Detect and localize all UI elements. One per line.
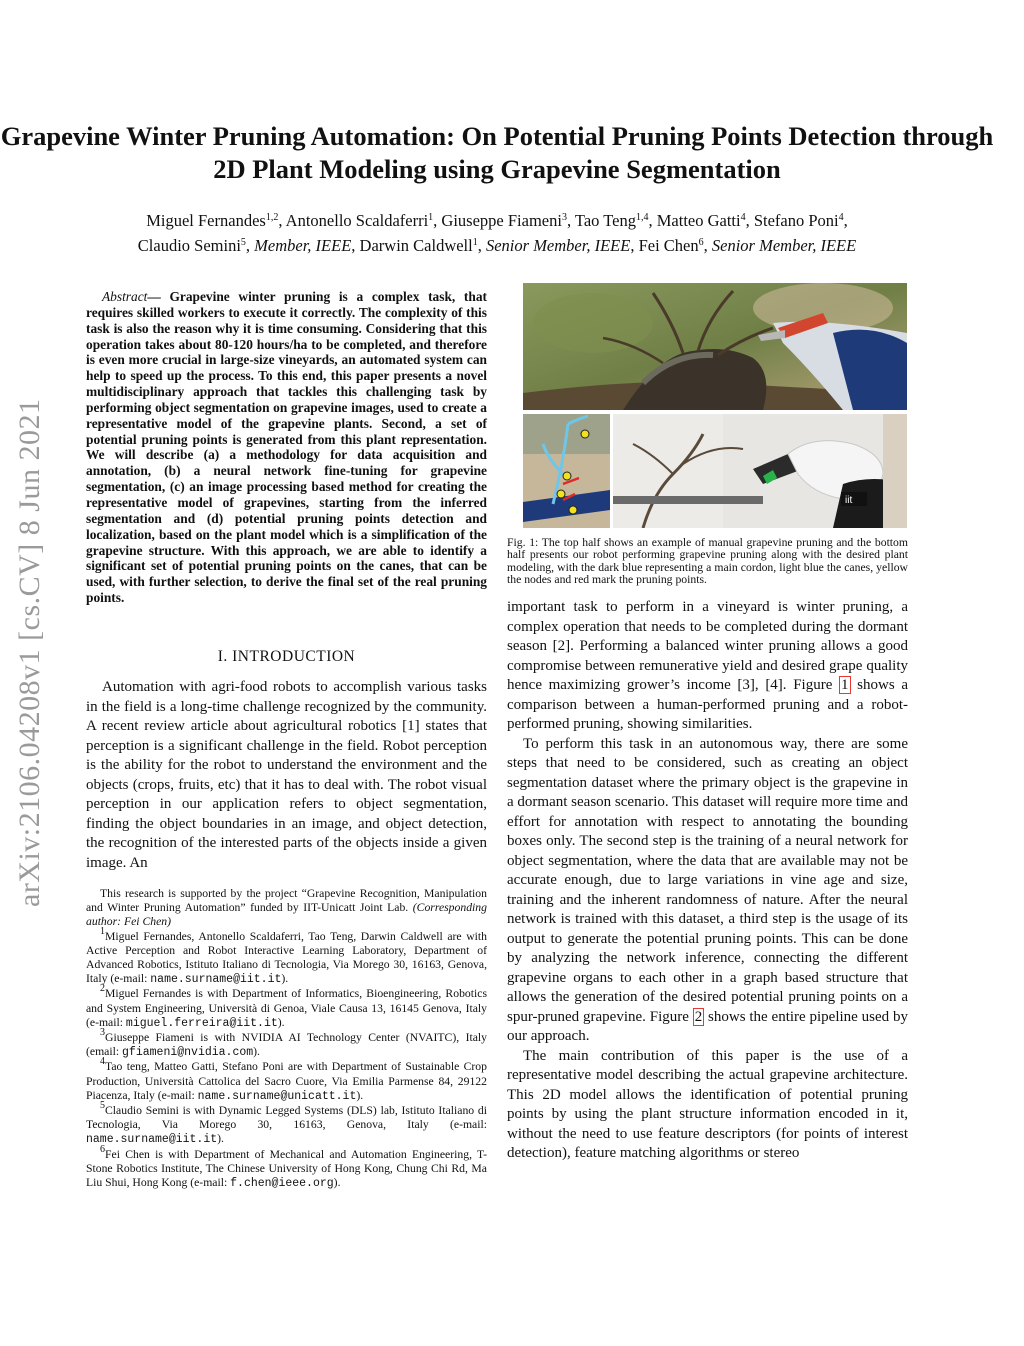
footnote-email[interactable]: name.surname@iit.it xyxy=(86,1133,218,1147)
author-line-2: Claudio Semini$^5$, Member, IEEE, Darwin Caldwell$^1$, Senior Member, IEEE, Fei Chen$^6$, Senior Member, IEEE xyxy=(137,236,857,255)
right-paragraph-2 xyxy=(507,735,908,1047)
footnote-marker: 4 xyxy=(100,1056,105,1068)
footnote-text: Miguel Fernandes, Antonello Scaldaferri, Tao Teng, Darwin Caldwell are with Active Perception and Robot Interactive Learning Laboratory, Department of Advanced Robotics, Istituto Italiano di Tecnologia, Via Morego 30, 16163, Genova, Italy (e-mail: xyxy=(86,929,487,986)
author-affiliation-marker: 3 xyxy=(561,212,567,223)
funding-text: This research is supported by the project “Grapevine Recognition, Manipulation and Winter Pruning Automation” funded by IIT-Unicatt Joint Lab. xyxy=(86,887,487,915)
footnote-email[interactable]: gfiameni@nvidia.com xyxy=(122,1046,254,1060)
author-name: Tao Teng xyxy=(574,211,636,230)
author-affiliation-marker: 1 xyxy=(428,212,434,223)
footnote-text: Tao teng, Matteo Gatti, Stefano Poni are with Department of Sustainable Crop Production, Università Cattolica del Sacro Cuore, Via Emilia Parmense 84, 29122 Piacenza, Italy (e-mail: xyxy=(86,1060,487,1102)
author-name: Darwin Caldwell xyxy=(359,236,473,255)
author-list xyxy=(0,208,994,258)
figure-ref-link[interactable]: 1 xyxy=(841,677,849,693)
figure-1-caption: Fig. 1: The top half shows an example of manual grapevine pruning and the bottom half presents our robot performing grapevine pruning along with the desired plant modeling, with the dark blue representing a main cordon, light blue the canes, yellow the nodes and red mark the pruning points. xyxy=(507,536,908,587)
footnote-marker: 1 xyxy=(100,925,105,937)
footnote-text: Giuseppe Fiameni is with NVIDIA AI Technology Center (NVAITC), Italy (email: xyxy=(86,1031,487,1059)
author-affiliation-marker: 6 xyxy=(698,237,704,248)
figure-ref-link[interactable]: 2 xyxy=(694,1008,703,1025)
footnote-funding xyxy=(86,887,487,930)
right-paragraph-1 xyxy=(507,598,908,735)
author-name: Stefano Poni xyxy=(753,211,839,230)
footnote-2: $^2$Miguel Fernandes is with Department of Informatics, Bioengineering, Robotics and System Engineering, Università di Genoa, Viale Causa 13, 16145 Genova, Italy (e-mail: miguel.ferreira@iit.it). xyxy=(86,983,487,1030)
abstract-text: Grapevine winter pruning is a complex task, that requires skilled workers to execute it correctly. The complexity of this task is also the reason why it is time consuming. Considering that this operation takes about 80-120 hours/ha to be completed, and therefore is even more crucial in large-size vineyards, an automated system can help to speed up the process. To this end, this paper presents a novel multidisciplinary approach that tackles this challenging task by performing object segmentation on grapevine images, used to create a representative model of the grapevine plants. Second, a set of potential pruning points is generated from this plant representation. We will describe (a) a methodology for data acquisition and annotation, (b) a neural network fine-tuning for grapevine segmentation, (c) an image processing based method for creating the representative model of grapevines, starting from the inferred segmentation and (d) potential pruning points detection and localization, based on the plant model which is a simplification of the grapevine structure. With this approach, we are able to identify a significant set of potential pruning points on the canes, that can be used, with further selection, to derive the final set of the real pruning points. xyxy=(86,289,487,606)
intro-body xyxy=(86,678,487,873)
paragraph-text: To perform this task in an autonomous way, there are some steps that need to be considered, such as creating an object segmentation dataset where the primary object is the grapevine in a dormant season scenario. This dataset will require more time and effort for annotation with respect to annotating the bounding boxes only. The second step is the training of a neural network for object segmentation, where the data that are available may not be accurate enough, due to large variations in vine age and size, training and the inherent randomness of nature. After the neural network is trained with this dataset, a third step is the usage of its output to generate the potential pruning points. This can be done by analyzing the network inference, connecting the different grapevine organs to each other in a graph based structure that allows the generation of the desired potential pruning points on a spur-pruned grapevine. Figure xyxy=(507,735,908,1025)
author-name: Fei Chen xyxy=(638,236,699,255)
author-affiliation-marker: 4 xyxy=(838,212,844,223)
author-role: Member, IEEE xyxy=(254,236,352,255)
footnote-email[interactable]: name.surname@unicatt.it xyxy=(197,1089,357,1103)
author-affiliation-marker: 4 xyxy=(740,212,746,223)
footnote-text: Claudio Semini is with Dynamic Legged Systems (DLS) lab, Istituto Italiano di Tecnologia, Via Morego 30, 16163, Genova, Italy (e-mail: xyxy=(86,1104,487,1132)
author-name: Matteo Gatti xyxy=(656,211,741,230)
footnote-marker: 3 xyxy=(100,1027,105,1039)
plant-model-photo xyxy=(523,414,610,528)
footnote-marker: 5 xyxy=(100,1100,105,1112)
author-role: Senior Member, IEEE xyxy=(485,236,631,255)
paragraph-text: shows a comparison between a human-performed pruning and a robot-performed pruning, showing similarities. xyxy=(507,677,908,732)
footnote-marker: 6 xyxy=(100,1143,105,1155)
author-affiliation-marker: 1,4 xyxy=(635,212,649,223)
paragraph-text: important task to perform in a vineyard is winter pruning, a complex operation that needs to be completed during the dormant season [2]. Performing a balanced winter pruning allows a good compromise between remunerative yield and desired grape quality hence maximizing grower’s income [3], [4]. Figure xyxy=(507,599,908,693)
footnotes xyxy=(86,887,487,1191)
abstract xyxy=(86,289,487,606)
author-name: Antonello Scaldaferri xyxy=(285,211,429,230)
author-affiliation-marker: 5 xyxy=(240,237,246,248)
manual-pruning-photo xyxy=(523,283,907,410)
right-paragraph-3: The main contribution of this paper is the use of a representative model describing the actual grapevine architecture. This 2D model allows the identification of potential pruning points by using the plant structure information encoded in it, without the need to use feature descriptors (for points of interest detection), feature matching algorithms or stereo xyxy=(507,1047,908,1161)
corresponding-author: (Corresponding author: Fei Chen) xyxy=(86,901,487,929)
arxiv-stamp: arXiv:2106.04208v1 [cs.CV] 8 Jun 2021 xyxy=(13,398,46,907)
footnote-3: $^3$Giuseppe Fiameni is with NVIDIA AI Technology Center (NVAITC), Italy (email: gfiameni@nvidia.com). xyxy=(86,1027,487,1060)
robot-logo-text: iit xyxy=(845,495,853,506)
footnote-1: $^1$Miguel Fernandes, Antonello Scaldaferri, Tao Teng, Darwin Caldwell are with Active Perception and Robot Interactive Learning Laboratory, Department of Advanced Robotics, Istituto Italiano di Tecnologia, Via Morego 30, 16163, Genova, Italy (e-mail: name.surname@iit.it). xyxy=(86,925,487,987)
footnote-text: Miguel Fernandes is with Department of Informatics, Bioengineering, Robotics and System Engineering, Università di Genoa, Viale Causa 13, 16145 Genova, Italy (e-mail: xyxy=(86,987,487,1029)
author-affiliation-marker: 1 xyxy=(472,237,478,248)
section-heading-introduction: I. INTRODUCTION xyxy=(217,648,356,665)
author-name: Giuseppe Fiameni xyxy=(441,211,562,230)
author-affiliation-marker: 1,2 xyxy=(265,212,279,223)
abstract-label: Abstract xyxy=(102,289,148,304)
footnote-email[interactable]: name.surname@iit.it xyxy=(150,973,282,987)
footnote-marker: 2 xyxy=(100,983,105,995)
abstract-dash: — xyxy=(147,289,170,304)
paper-title: Grapevine Winter Pruning Automation: On Potential Pruning Points Detection through 2D Plant Modeling using Grapevine Segmentation xyxy=(0,121,994,184)
author-role: Senior Member, IEEE xyxy=(711,236,857,255)
footnote-6: $^6$Fei Chen is with Department of Mechanical and Automation Engineering, T-Stone Robotics Institute, The Chinese University of Hong Kong, Chung Chi Rd, Ma Liu Shui, Hong Kong (e-mail: f.chen@ieee.org). xyxy=(86,1143,487,1191)
right-column-body xyxy=(507,598,908,1164)
author-name: Claudio Semini xyxy=(137,236,241,255)
footnote-email[interactable]: miguel.ferreira@iit.it xyxy=(125,1016,278,1030)
footnote-email[interactable]: f.chen@ieee.org xyxy=(230,1177,334,1191)
intro-paragraph: Automation with agri-food robots to accomplish various tasks in the field is a long-time challenge recognized by the community. A recent review article about agricultural robotics [1] states that perception is a significant challenge in the field. Robot perception is the ability for the robot to understand the environment and the objects (crops, fruits, etc) that it has to deal with. The robot visual perception in our application refers to object segmentation, finding the object boundaries in an image, and object detection, the recognition of the interested parts of the objects inside a given image. An xyxy=(86,679,487,871)
footnote-text: Fei Chen is with Department of Mechanical and Automation Engineering, T-Stone Robotics Institute, The Chinese University of Hong Kong, Chung Chi Rd, Ma Liu Shui, Hong Kong (e-mail: xyxy=(86,1147,487,1190)
paragraph-text: shows the entire pipeline used by our approach. xyxy=(507,1008,908,1044)
footnote-5: $^5$Claudio Semini is with Dynamic Legged Systems (DLS) lab, Istituto Italiano di Tecnologia, Via Morego 30, 16163, Genova, Italy (e-mail: name.surname@iit.it). xyxy=(86,1100,487,1147)
robot-pruning-photo xyxy=(613,414,907,528)
author-name: Miguel Fernandes xyxy=(146,211,266,230)
figure-1 xyxy=(523,283,907,528)
author-line-1: Miguel Fernandes$^{1,2}$, Antonello Scaldaferri$^1$, Giuseppe Fiameni$^3$, Tao Teng$^{1,4}$, Matteo Gatti$^4$, Stefano Poni$^4$, xyxy=(146,211,848,230)
footnote-4: $^4$Tao teng, Matteo Gatti, Stefano Poni are with Department of Sustainable Crop Production, Università Cattolica del Sacro Cuore, Via Emilia Parmense 84, 29122 Piacenza, Italy (e-mail: name.surname@unicatt.it). xyxy=(86,1056,487,1103)
